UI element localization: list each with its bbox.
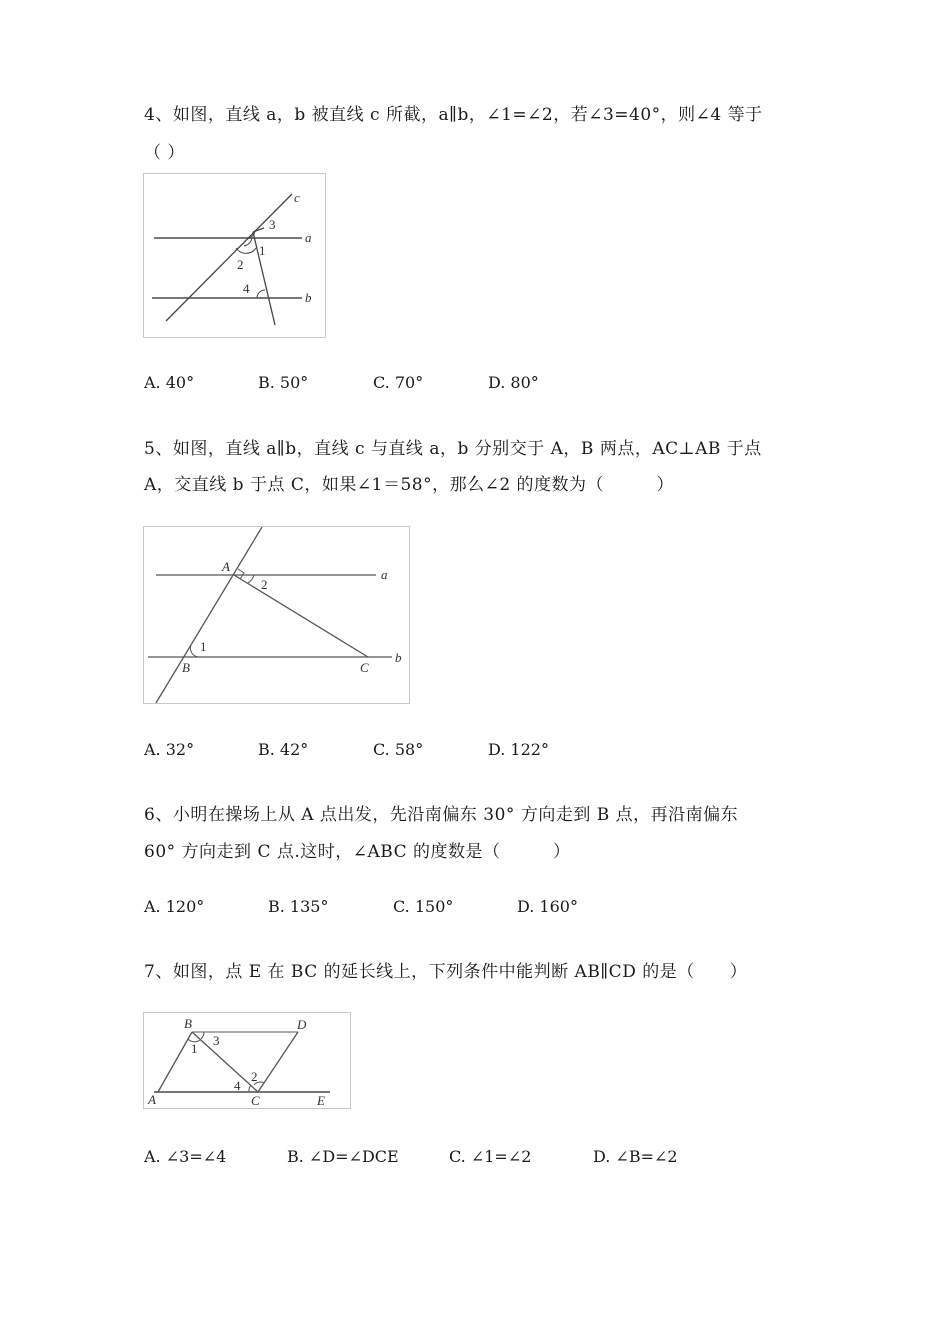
q5-angle-2: 2 — [261, 577, 268, 592]
q7-segment-ab — [158, 1032, 192, 1092]
q7-angle-3: 3 — [213, 1033, 220, 1048]
q4-option-d[interactable]: D. 80° — [488, 373, 539, 392]
q7-stem-line1: 7、如图，点 E 在 BC 的延长线上，下列条件中能判断 AB∥CD 的是（ ） — [144, 962, 748, 982]
q5-figure — [143, 526, 410, 704]
q7-segment-bc — [192, 1032, 258, 1092]
q4-angle-3: 3 — [269, 217, 276, 232]
q5-stem-line2: A，交直线 b 于点 C，如果∠1＝58°，那么∠2 的度数为（ ） — [144, 475, 675, 495]
q6-option-c[interactable]: C. 150° — [393, 897, 454, 916]
q7-option-a[interactable]: A. ∠3=∠4 — [144, 1147, 227, 1166]
q7-option-d[interactable]: D. ∠B=∠2 — [593, 1147, 678, 1166]
q5-option-a[interactable]: A. 32° — [144, 740, 195, 759]
q5-option-b[interactable]: B. 42° — [258, 740, 309, 759]
q5-label-a: a — [381, 567, 388, 582]
q6-option-d[interactable]: D. 160° — [517, 897, 578, 916]
q7-angle-1: 1 — [191, 1041, 198, 1056]
q4-figure — [143, 173, 326, 338]
q5-line-c — [156, 527, 262, 703]
q7-label-D: D — [297, 1017, 307, 1032]
q6-stem-line2: 60° 方向走到 C 点.这时，∠ABC 的度数是（ ） — [144, 842, 571, 862]
q4-label-a: a — [305, 230, 312, 245]
q4-option-b[interactable]: B. 50° — [258, 373, 309, 392]
q5-segment-ac — [234, 575, 368, 657]
q4-angle-2: 2 — [237, 257, 244, 272]
q4-line-c — [166, 194, 292, 321]
q4-option-c[interactable]: C. 70° — [373, 373, 424, 392]
q4-angle-4: 4 — [243, 281, 250, 296]
q7-label-C: C — [251, 1093, 260, 1108]
q4-stem-line2: （ ） — [144, 143, 185, 163]
q6-stem-line1: 6、小明在操场上从 A 点出发，先沿南偏东 30° 方向走到 B 点，再沿南偏东 — [144, 805, 739, 825]
q4-stem-line1: 4、如图，直线 a，b 被直线 c 所截，a∥b，∠1=∠2，若∠3=40°，则∠4 等于 — [144, 105, 763, 125]
q7-angle-4: 4 — [234, 1078, 241, 1093]
q5-angle-1: 1 — [200, 639, 207, 654]
q5-label-A: A — [222, 559, 230, 574]
q7-label-A: A — [148, 1092, 156, 1107]
q5-option-c[interactable]: C. 58° — [373, 740, 424, 759]
q7-figure — [143, 1012, 351, 1109]
q7-angle-2: 2 — [251, 1069, 258, 1084]
q4-option-a[interactable]: A. 40° — [144, 373, 195, 392]
q6-option-b[interactable]: B. 135° — [268, 897, 329, 916]
q5-stem-line1: 5、如图，直线 a∥b，直线 c 与直线 a，b 分别交于 A，B 两点，AC⊥AB 于点 — [144, 439, 762, 459]
q6-option-a[interactable]: A. 120° — [144, 897, 205, 916]
q5-label-b: b — [395, 650, 402, 665]
q7-option-c[interactable]: C. ∠1=∠2 — [449, 1147, 532, 1166]
q7-label-B: B — [184, 1016, 192, 1031]
q5-label-B: B — [182, 660, 190, 675]
q7-option-b[interactable]: B. ∠D=∠DCE — [287, 1147, 399, 1166]
q5-option-d[interactable]: D. 122° — [488, 740, 549, 759]
q5-label-C: C — [360, 660, 369, 675]
q4-label-b: b — [305, 290, 312, 305]
q7-label-E: E — [317, 1093, 325, 1108]
q4-angle-1: 1 — [259, 243, 266, 258]
q4-label-c: c — [294, 190, 300, 205]
